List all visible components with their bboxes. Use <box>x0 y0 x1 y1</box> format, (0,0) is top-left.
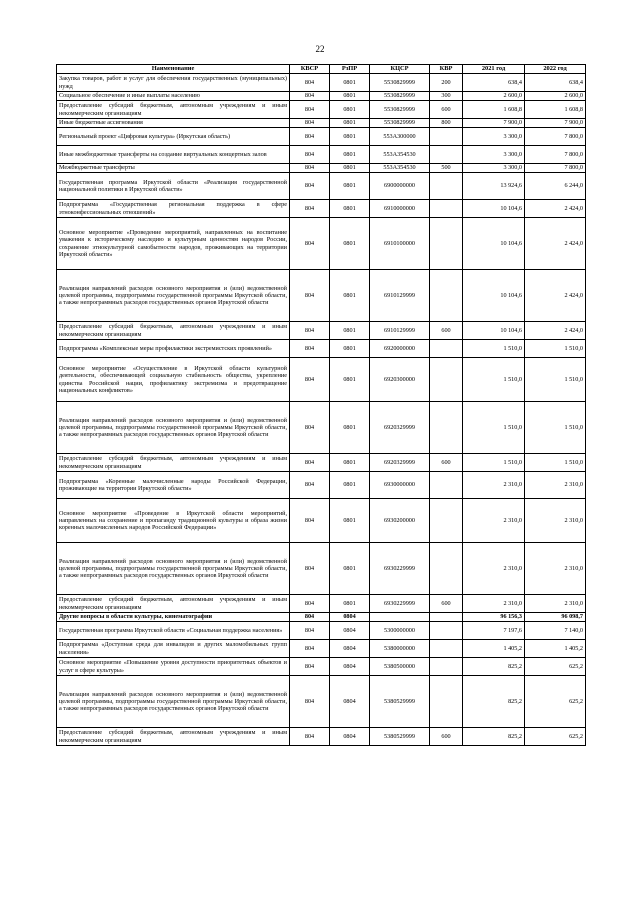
row-kvr-cell <box>430 543 463 595</box>
row-2021-cell: 825,2 <box>463 676 525 728</box>
row-2021-cell: 1 510,0 <box>463 402 525 454</box>
row-kcsr-cell: 5380500000 <box>370 658 430 676</box>
row-kvsr-cell: 804 <box>290 499 330 543</box>
header-kcsr: КЦСР <box>370 65 430 74</box>
row-kvr-cell <box>430 622 463 640</box>
row-kvr-cell: 500 <box>430 164 463 173</box>
row-kvsr-cell: 804 <box>290 74 330 92</box>
row-2022-cell: 638,4 <box>525 74 586 92</box>
table-row <box>57 499 586 543</box>
row-2022-cell: 2 310,0 <box>525 499 586 543</box>
row-kvsr-cell: 804 <box>290 322 330 340</box>
row-2022-cell: 1 608,8 <box>525 101 586 119</box>
row-2022-cell: 7 800,0 <box>525 128 586 146</box>
row-name-cell: Иные бюджетные ассигнования <box>57 119 290 128</box>
row-2021-cell: 2 600,0 <box>463 92 525 101</box>
row-kcsr-cell: 6920300000 <box>370 358 430 402</box>
table-row <box>57 658 586 676</box>
row-kvsr-cell: 804 <box>290 218 330 270</box>
row-kvr-cell: 300 <box>430 92 463 101</box>
row-kvr-cell <box>430 270 463 322</box>
row-kvsr-cell: 804 <box>290 472 330 499</box>
row-kvr-cell <box>430 218 463 270</box>
row-2022-cell: 625,2 <box>525 676 586 728</box>
row-name-cell: Основное мероприятие «Повышение уровня доступности приоритетных объектов и услуг в сфере культуры» <box>57 658 290 676</box>
row-2021-cell: 3 300,0 <box>463 146 525 164</box>
row-kvsr-cell: 804 <box>290 146 330 164</box>
row-kvsr-cell: 804 <box>290 92 330 101</box>
row-rzpr-cell: 0801 <box>330 543 370 595</box>
row-name-cell: Государственная программа Иркутской области «Реализация государственной национальной политики в Иркутской области» <box>57 173 290 200</box>
row-name-cell: Подпрограмма «Коренные малочисленные народы Российской Федерации, проживающие на территории Иркутской области» <box>57 472 290 499</box>
row-rzpr-cell: 0804 <box>330 613 370 622</box>
row-kvr-cell: 600 <box>430 595 463 613</box>
row-name-cell: Межбюджетные трансферты <box>57 164 290 173</box>
table-row <box>57 728 586 746</box>
row-name-cell: Предоставление субсидий бюджетным, автономным учреждениям и иным некоммерческим организациям <box>57 454 290 472</box>
row-kvsr-cell: 804 <box>290 402 330 454</box>
row-2021-cell: 3 300,0 <box>463 128 525 146</box>
table-row <box>57 595 586 613</box>
row-2022-cell: 7 800,0 <box>525 164 586 173</box>
table-row <box>57 146 586 164</box>
row-kcsr-cell: 5380000000 <box>370 640 430 658</box>
row-2022-cell: 2 424,0 <box>525 322 586 340</box>
row-kcsr-cell: 6930000000 <box>370 472 430 499</box>
row-2021-cell: 10 104,6 <box>463 322 525 340</box>
row-2022-cell: 6 244,0 <box>525 173 586 200</box>
row-kcsr-cell: 553А354530 <box>370 146 430 164</box>
row-kcsr-cell: 6930229999 <box>370 595 430 613</box>
row-kvsr-cell: 804 <box>290 595 330 613</box>
table-row <box>57 543 586 595</box>
row-rzpr-cell: 0804 <box>330 640 370 658</box>
row-kvsr-cell: 804 <box>290 200 330 218</box>
header-rzpr: РзПР <box>330 65 370 74</box>
table-row <box>57 454 586 472</box>
table-row <box>57 340 586 358</box>
header-kvsr: КВСР <box>290 65 330 74</box>
row-kvsr-cell: 804 <box>290 270 330 322</box>
row-kvsr-cell: 804 <box>290 728 330 746</box>
row-2022-cell: 2 424,0 <box>525 270 586 322</box>
row-name-cell: Другие вопросы в области культуры, кинематографии <box>57 613 290 622</box>
table-row <box>57 200 586 218</box>
row-name-cell: Основное мероприятие «Осуществление в Иркутской области культурной деятельности, обеспечивающей социальную стабильность общества, укрепление единства Российской нации, профилактику экстремизма и предотвращение национальных конфликтов» <box>57 358 290 402</box>
row-name-cell: Предоставление субсидий бюджетным, автономным учреждениям и иным некоммерческим организациям <box>57 101 290 119</box>
row-kcsr-cell: 5300000000 <box>370 622 430 640</box>
row-rzpr-cell: 0801 <box>330 595 370 613</box>
row-kvr-cell <box>430 200 463 218</box>
table-row <box>57 322 586 340</box>
row-rzpr-cell: 0804 <box>330 622 370 640</box>
row-kcsr-cell: 6920329999 <box>370 402 430 454</box>
table-row <box>57 173 586 200</box>
row-kvr-cell: 600 <box>430 322 463 340</box>
row-name-cell: Реализация направлений расходов основного мероприятия и (или) ведомственной целевой программы, подпрограммы государственной программы Иркутской области, а также непрограммных расходов государственных органов Иркутской области <box>57 270 290 322</box>
row-kvr-cell <box>430 358 463 402</box>
row-rzpr-cell: 0801 <box>330 454 370 472</box>
row-2021-cell: 825,2 <box>463 658 525 676</box>
row-2022-cell: 1 510,0 <box>525 358 586 402</box>
row-kvsr-cell: 804 <box>290 164 330 173</box>
row-kvsr-cell: 804 <box>290 640 330 658</box>
table-row <box>57 402 586 454</box>
row-kcsr-cell: 6910129999 <box>370 322 430 340</box>
row-2021-cell: 10 104,6 <box>463 270 525 322</box>
table-row <box>57 119 586 128</box>
row-kcsr-cell: 6910000000 <box>370 200 430 218</box>
row-rzpr-cell: 0801 <box>330 200 370 218</box>
row-kvr-cell <box>430 472 463 499</box>
row-2022-cell: 96 098,7 <box>525 613 586 622</box>
row-2022-cell: 1 405,2 <box>525 640 586 658</box>
row-kcsr-cell: 553А300000 <box>370 128 430 146</box>
header-year-2021: 2021 год <box>463 65 525 74</box>
row-kvr-cell: 600 <box>430 101 463 119</box>
row-2022-cell: 2 424,0 <box>525 200 586 218</box>
header-year-2022: 2022 год <box>525 65 586 74</box>
row-2022-cell: 7 140,0 <box>525 622 586 640</box>
table-row <box>57 92 586 101</box>
header-kvr: КВР <box>430 65 463 74</box>
row-rzpr-cell: 0801 <box>330 101 370 119</box>
row-2021-cell: 10 104,6 <box>463 200 525 218</box>
row-kcsr-cell: 6900000000 <box>370 173 430 200</box>
table-row <box>57 640 586 658</box>
row-rzpr-cell: 0801 <box>330 119 370 128</box>
table-row <box>57 472 586 499</box>
row-2022-cell: 2 600,0 <box>525 92 586 101</box>
row-rzpr-cell: 0801 <box>330 146 370 164</box>
row-kvsr-cell: 804 <box>290 658 330 676</box>
row-kcsr-cell: 553А354530 <box>370 164 430 173</box>
row-2021-cell: 96 156,3 <box>463 613 525 622</box>
table-row <box>57 101 586 119</box>
row-rzpr-cell: 0801 <box>330 358 370 402</box>
row-name-cell: Подпрограмма «Государственная региональная поддержка в сфере этноконфессиональных отношений» <box>57 200 290 218</box>
table-row <box>57 613 586 622</box>
table-row <box>57 270 586 322</box>
row-rzpr-cell: 0801 <box>330 164 370 173</box>
row-kvr-cell <box>430 146 463 164</box>
row-name-cell: Предоставление субсидий бюджетным, автономным учреждениям и иным некоммерческим организациям <box>57 595 290 613</box>
row-kvr-cell <box>430 613 463 622</box>
page-number: 22 <box>315 44 325 54</box>
row-2022-cell: 2 310,0 <box>525 472 586 499</box>
row-kvsr-cell: 804 <box>290 119 330 128</box>
table-row <box>57 218 586 270</box>
row-2021-cell: 13 924,6 <box>463 173 525 200</box>
row-kvsr-cell: 804 <box>290 101 330 119</box>
row-kvsr-cell: 804 <box>290 173 330 200</box>
row-kcsr-cell: 5530829999 <box>370 101 430 119</box>
row-kvsr-cell: 804 <box>290 622 330 640</box>
row-kcsr-cell: 5530829999 <box>370 119 430 128</box>
row-2021-cell: 2 310,0 <box>463 472 525 499</box>
row-name-cell: Иные межбюджетные трансферты на создание виртуальных концертных залов <box>57 146 290 164</box>
row-2021-cell: 10 104,6 <box>463 218 525 270</box>
row-rzpr-cell: 0804 <box>330 728 370 746</box>
budget-table <box>56 64 586 746</box>
row-kcsr-cell: 6910129999 <box>370 270 430 322</box>
row-2021-cell: 3 300,0 <box>463 164 525 173</box>
table-row <box>57 128 586 146</box>
row-kvr-cell <box>430 402 463 454</box>
table-row <box>57 164 586 173</box>
row-kvr-cell: 600 <box>430 728 463 746</box>
row-kvr-cell <box>430 173 463 200</box>
row-2021-cell: 7 197,6 <box>463 622 525 640</box>
row-2021-cell: 1 608,8 <box>463 101 525 119</box>
row-kvr-cell <box>430 128 463 146</box>
row-2021-cell: 825,2 <box>463 728 525 746</box>
row-2021-cell: 2 310,0 <box>463 595 525 613</box>
row-name-cell: Региональный проект «Цифровая культура» (Иркутская область) <box>57 128 290 146</box>
row-2022-cell: 625,2 <box>525 728 586 746</box>
row-rzpr-cell: 0801 <box>330 402 370 454</box>
row-name-cell: Закупка товаров, работ и услуг для обеспечения государственных (муниципальных) нужд <box>57 74 290 92</box>
row-name-cell: Подпрограмма «Доступная среда для инвалидов и других маломобильных групп населения» <box>57 640 290 658</box>
row-rzpr-cell: 0801 <box>330 173 370 200</box>
table-row <box>57 622 586 640</box>
row-kvr-cell <box>430 499 463 543</box>
row-name-cell: Предоставление субсидий бюджетным, автономным учреждениям и иным некоммерческим организациям <box>57 728 290 746</box>
row-rzpr-cell: 0801 <box>330 322 370 340</box>
row-rzpr-cell: 0801 <box>330 92 370 101</box>
row-kvr-cell <box>430 676 463 728</box>
row-kcsr-cell: 5530829999 <box>370 92 430 101</box>
row-rzpr-cell: 0804 <box>330 676 370 728</box>
row-name-cell: Основное мероприятие «Проведение мероприятий, направленных на воспитание уважения к историческому наследию и культурным ценностям народов России, сохранение этнокультурной самобытности народов, проживающих на территории Иркутской области» <box>57 218 290 270</box>
row-2021-cell: 2 310,0 <box>463 499 525 543</box>
row-name-cell: Реализация направлений расходов основного мероприятия и (или) ведомственной целевой программы, подпрограммы государственной программы Иркутской области, а также непрограммных расходов государственных органов Иркутской области <box>57 543 290 595</box>
row-kvsr-cell: 804 <box>290 543 330 595</box>
table-row <box>57 74 586 92</box>
row-kcsr-cell: 5380529999 <box>370 676 430 728</box>
table-header-row <box>57 65 586 74</box>
row-kcsr-cell <box>370 613 430 622</box>
table-row <box>57 676 586 728</box>
row-name-cell: Основное мероприятие «Проведение в Иркутской области мероприятий, направленных на сохранение и пропаганду традиционной культуры и образа жизни коренных малочисленных народов Российской Федерации» <box>57 499 290 543</box>
row-kvsr-cell: 804 <box>290 128 330 146</box>
row-2022-cell: 7 800,0 <box>525 146 586 164</box>
row-2021-cell: 1 510,0 <box>463 454 525 472</box>
row-2021-cell: 1 405,2 <box>463 640 525 658</box>
row-kvr-cell: 800 <box>430 119 463 128</box>
row-kcsr-cell: 5530829999 <box>370 74 430 92</box>
row-kvsr-cell: 804 <box>290 613 330 622</box>
row-kvr-cell: 600 <box>430 454 463 472</box>
row-rzpr-cell: 0801 <box>330 499 370 543</box>
table-row <box>57 358 586 402</box>
row-2021-cell: 1 510,0 <box>463 358 525 402</box>
row-name-cell: Реализация направлений расходов основного мероприятия и (или) ведомственной целевой программы, подпрограммы государственной программы Иркутской области, а также непрограммных расходов государственных органов Иркутской области <box>57 676 290 728</box>
row-kvr-cell <box>430 640 463 658</box>
row-2022-cell: 2 310,0 <box>525 595 586 613</box>
row-kvsr-cell: 804 <box>290 454 330 472</box>
row-name-cell: Государственная программа Иркутской области «Социальная поддержка населения» <box>57 622 290 640</box>
row-2021-cell: 2 310,0 <box>463 543 525 595</box>
row-kcsr-cell: 6930229999 <box>370 543 430 595</box>
row-kcsr-cell: 6920329999 <box>370 454 430 472</box>
row-2021-cell: 1 510,0 <box>463 340 525 358</box>
row-rzpr-cell: 0801 <box>330 340 370 358</box>
row-2022-cell: 1 510,0 <box>525 454 586 472</box>
row-2022-cell: 1 510,0 <box>525 402 586 454</box>
row-kcsr-cell: 6930200000 <box>370 499 430 543</box>
row-2022-cell: 1 510,0 <box>525 340 586 358</box>
row-kvsr-cell: 804 <box>290 358 330 402</box>
row-2021-cell: 7 900,0 <box>463 119 525 128</box>
row-kvr-cell: 200 <box>430 74 463 92</box>
row-rzpr-cell: 0804 <box>330 658 370 676</box>
row-rzpr-cell: 0801 <box>330 74 370 92</box>
row-name-cell: Реализация направлений расходов основного мероприятия и (или) ведомственной целевой программы, подпрограммы государственной программы Иркутской области, а также непрограммных расходов государственных органов Иркутской области <box>57 402 290 454</box>
row-2022-cell: 7 900,0 <box>525 119 586 128</box>
header-name: Наименование <box>57 65 290 74</box>
row-rzpr-cell: 0801 <box>330 128 370 146</box>
row-kcsr-cell: 6920000000 <box>370 340 430 358</box>
row-2022-cell: 625,2 <box>525 658 586 676</box>
row-kcsr-cell: 6910100000 <box>370 218 430 270</box>
row-2022-cell: 2 424,0 <box>525 218 586 270</box>
row-name-cell: Предоставление субсидий бюджетным, автономным учреждениям и иным некоммерческим организациям <box>57 322 290 340</box>
row-kvr-cell <box>430 658 463 676</box>
row-kvsr-cell: 804 <box>290 676 330 728</box>
row-rzpr-cell: 0801 <box>330 218 370 270</box>
row-2022-cell: 2 310,0 <box>525 543 586 595</box>
row-kvsr-cell: 804 <box>290 340 330 358</box>
row-rzpr-cell: 0801 <box>330 472 370 499</box>
row-kcsr-cell: 5380529999 <box>370 728 430 746</box>
row-name-cell: Подпрограмма «Комплексные меры профилактики экстремистских проявлений» <box>57 340 290 358</box>
row-kvr-cell <box>430 340 463 358</box>
row-rzpr-cell: 0801 <box>330 270 370 322</box>
row-2021-cell: 638,4 <box>463 74 525 92</box>
row-name-cell: Социальное обеспечение и иные выплаты населению <box>57 92 290 101</box>
